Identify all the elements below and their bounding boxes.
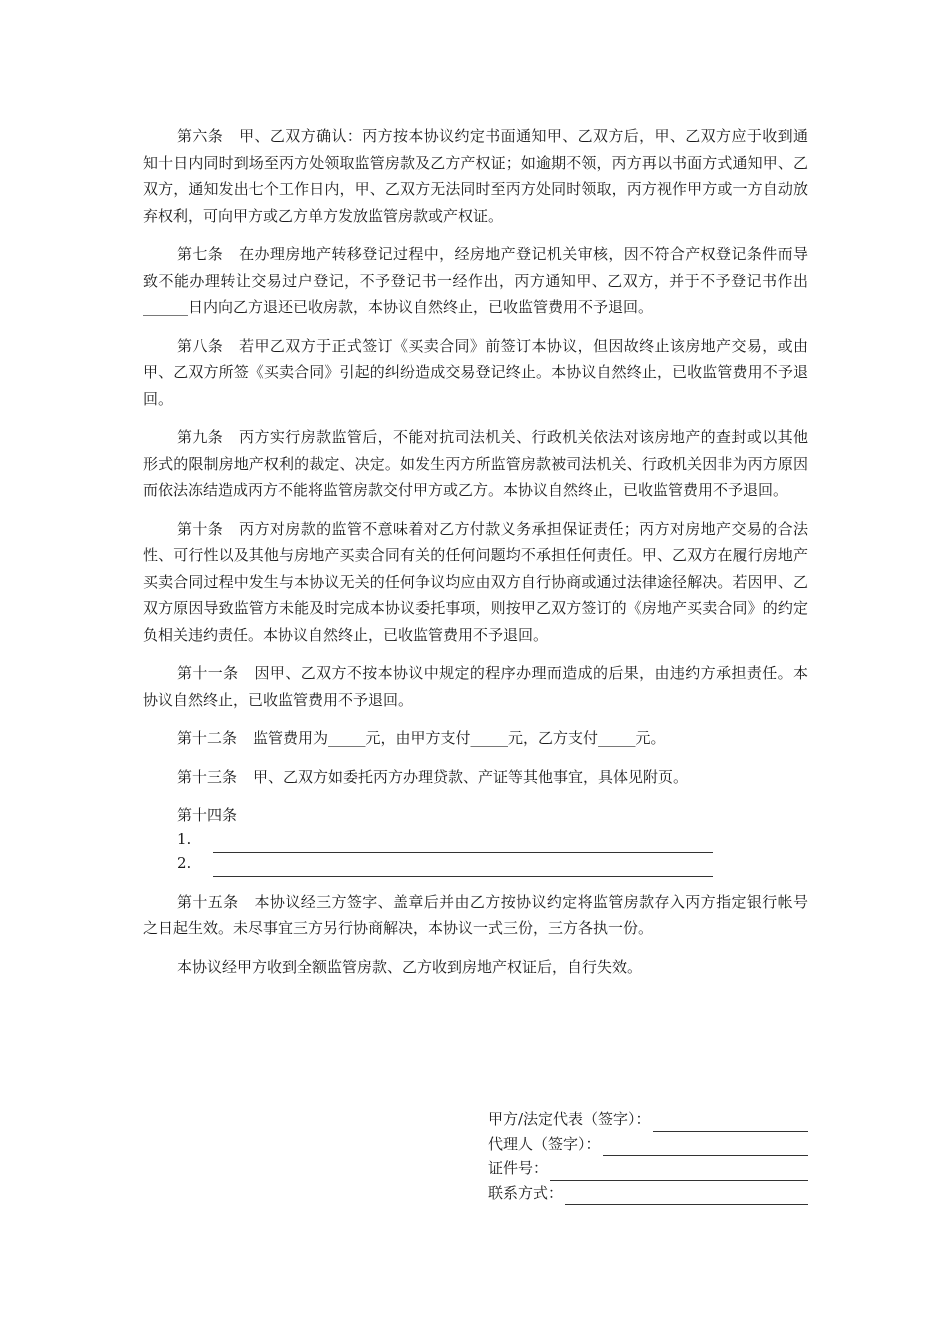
contact-line[interactable] <box>565 1187 808 1205</box>
agent-signature-row <box>488 1132 808 1157</box>
clause-text: 监管费用为_____元，由甲方支付_____元，乙方支付_____元。 <box>253 729 666 747</box>
party-a-signature-line[interactable] <box>653 1114 808 1132</box>
clause-text: 甲、乙双方确认：丙方按本协议约定书面通知甲、乙双方后，甲、乙双方应于收到通知十日内同时到场至丙方处领取监管房款及乙方产权证；如逾期不领，丙方再以书面方式通知甲、乙双方，通知发出七个工作日内，甲、乙双方无法同时至丙方处同时领取，丙方视作甲方或一方自动放弃权利，可向甲方或乙方单方发放监管房款或产权证。 <box>143 127 808 225</box>
clause-12 <box>143 725 808 752</box>
signature-block <box>488 1107 808 1205</box>
clause-heading: 第十一条 <box>177 664 239 682</box>
item-number: 2. <box>177 854 192 872</box>
clause-text: 若甲乙双方于正式签订《买卖合同》前签订本协议，但因故终止该房地产交易，或由甲、乙双方所签《买卖合同》引起的纠纷造成交易登记终止。本协议自然终止，已收监管费用不予退回。 <box>143 336 808 408</box>
clause-9 <box>143 424 808 504</box>
item-number: 1. <box>177 830 192 848</box>
agent-label: 代理人（签字）： <box>488 1134 601 1153</box>
clause-text: 甲、乙双方如委托丙方办理贷款、产证等其他事宜，具体见附页。 <box>253 767 689 786</box>
clause-14 <box>143 802 808 877</box>
clause-text: 丙方实行房款监管后，不能对抗司法机关、行政机关依法对该房地产的查封或以其他形式的限制房地产权利的裁定、决定。如发生丙方所监管房款被司法机关、行政机关因非为丙方原因而依法冻结造成丙方不能将监管房款交付甲方或乙方。本协议自然终止，已收监管费用不予退回。 <box>143 428 808 499</box>
clause-8 <box>143 333 808 413</box>
clause-6 <box>143 123 808 229</box>
clause-heading: 第十五条 <box>177 892 239 911</box>
blank-fill-line[interactable] <box>213 836 713 853</box>
clause-heading: 第十二条 <box>177 729 238 747</box>
closing-statement: 本协议经甲方收到全额监管房款、乙方收到房地产权证后，自行失效。 <box>177 957 643 976</box>
clause-text: 因甲、乙双方不按本协议中规定的程序办理而造成的后果，由违约方承担责任。本协议自然终止，已收监管费用不予退回。 <box>143 664 808 709</box>
agent-signature-line[interactable] <box>603 1138 808 1156</box>
clause-heading: 第六条 <box>177 127 224 145</box>
clause-7 <box>143 241 808 321</box>
clause-heading: 第七条 <box>177 245 224 263</box>
clause-heading: 第九条 <box>177 428 224 446</box>
id-number-line[interactable] <box>550 1163 808 1181</box>
clause-11 <box>143 660 808 713</box>
clause-heading: 第十条 <box>177 519 224 538</box>
clause-14-item <box>143 853 808 877</box>
clause-text: 在办理房地产转移登记过程中，经房地产登记机关审核，因不符合产权登记条件而导致不能办理转让交易过户登记，不予登记书一经作出，丙方通知甲、乙双方，并于不予登记书作出______日内向乙方退还已收房款，本协议自然终止，已收监管费用不予退回。 <box>143 245 808 316</box>
clause-10 <box>143 516 808 649</box>
blank-fill-line[interactable] <box>213 860 713 877</box>
clause-14-item <box>143 829 808 853</box>
id-number-label: 证件号： <box>488 1159 549 1177</box>
contact-label: 联系方式： <box>488 1183 564 1202</box>
clause-heading: 第十三条 <box>177 767 238 786</box>
clause-heading: 第八条 <box>177 336 224 355</box>
party-a-label: 甲方/法定代表（签字）： <box>488 1110 651 1128</box>
agreement-body <box>143 123 808 992</box>
clause-13 <box>143 764 808 791</box>
clause-text: 本协议经三方签字、盖章后并由乙方按协议约定将监管房款存入丙方指定银行帐号之日起生效。未尽事宜三方另行协商解决，本协议一式三份，三方各执一份。 <box>143 892 808 937</box>
clause-15 <box>143 889 808 942</box>
party-a-signature-row <box>488 1107 808 1132</box>
clause-text: 丙方对房款的监管不意味着对乙方付款义务承担保证责任；丙方对房地产交易的合法性、可行性以及其他与房地产买卖合同有关的任何问题均不承担任何责任。甲、乙双方在履行房地产买卖合同过程中发生与本协议无关的任何争议均应由双方自行协商或通过法律途径解决。若因甲、乙双方原因导致监管方未能及时完成本协议委托事项，则按甲乙双方签订的《房地产买卖合同》的约定负相关违约责任。本协议自然终止，已收监管费用不予退回。 <box>143 519 808 644</box>
clause-heading: 第十四条 <box>177 806 238 824</box>
contact-row <box>488 1181 808 1206</box>
id-number-row <box>488 1156 808 1181</box>
